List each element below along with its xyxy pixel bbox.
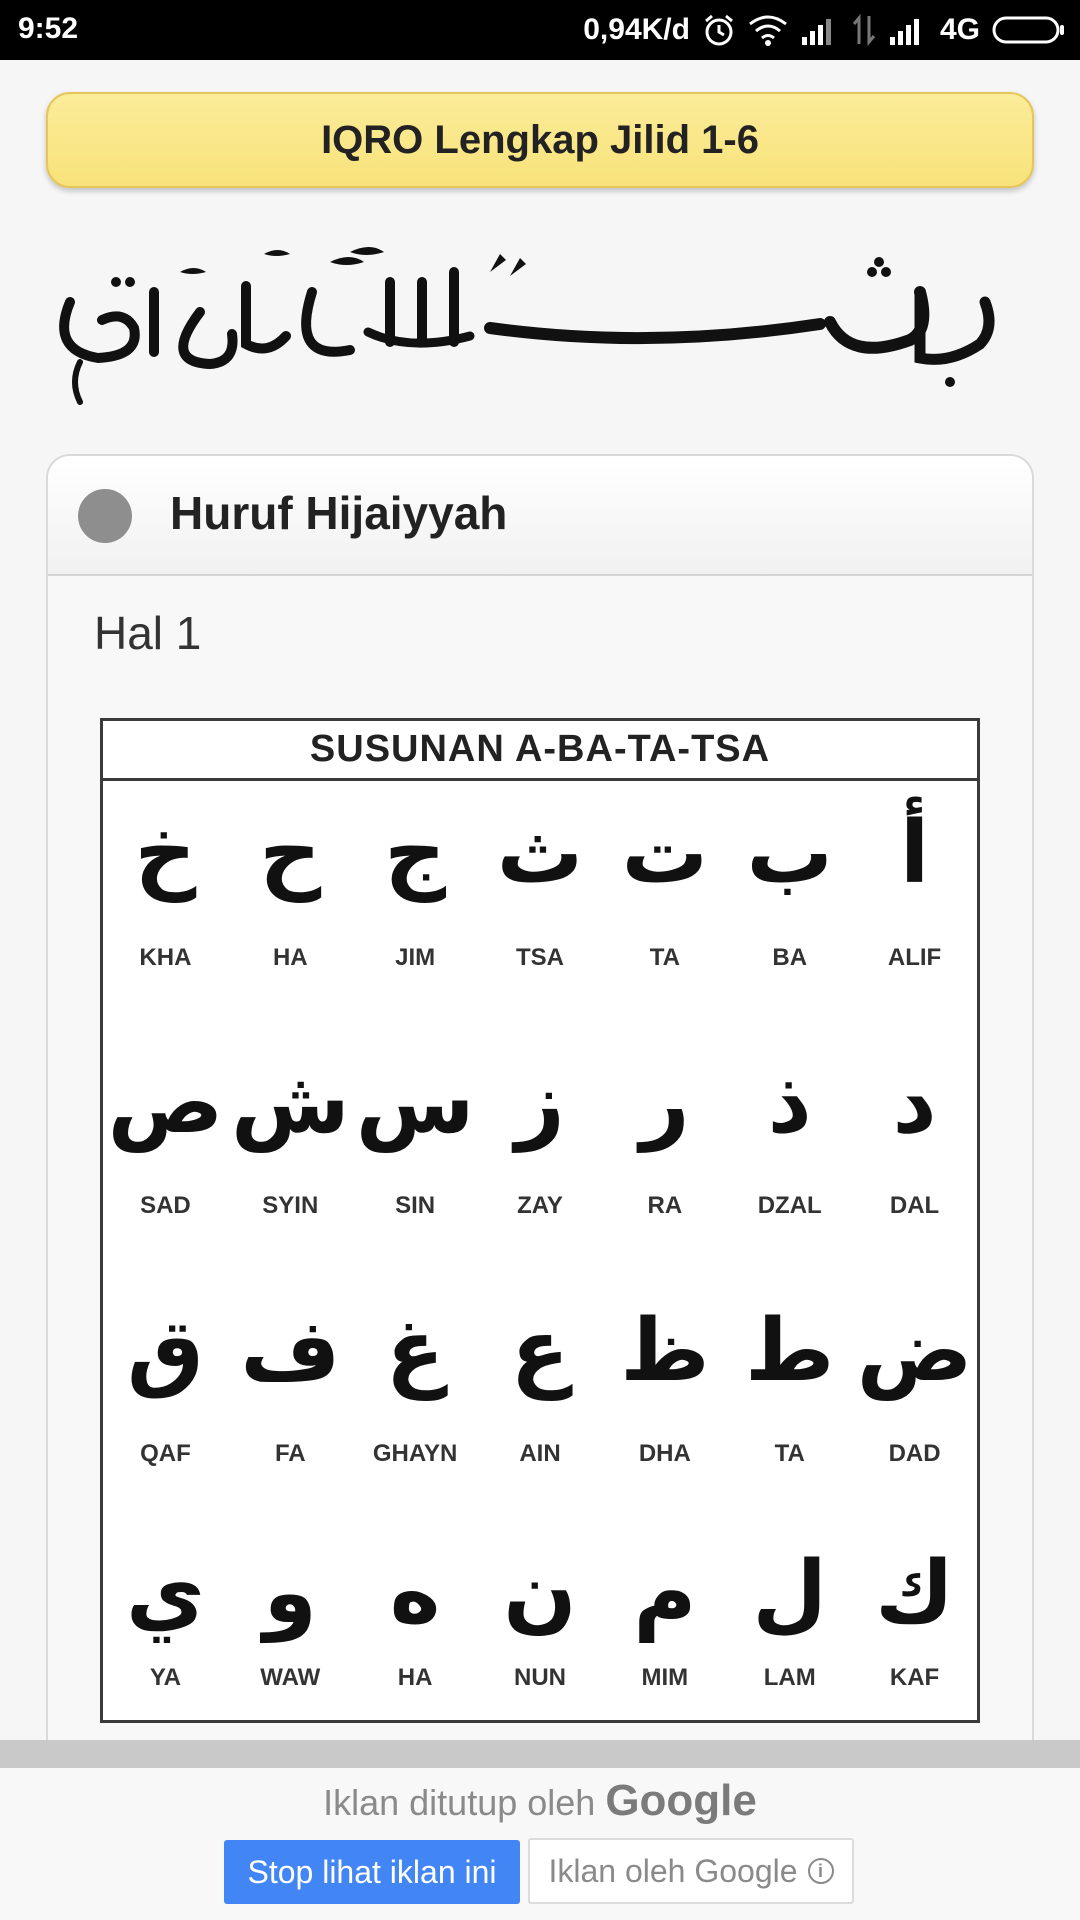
letter-name: KHA: [139, 944, 192, 971]
letter-name: RA: [647, 1192, 683, 1219]
letter-cell: [103, 1290, 228, 1538]
letter-cell: [478, 1042, 603, 1290]
letter-name: SAD: [140, 1192, 191, 1219]
letter-cell: [228, 1290, 353, 1538]
arabic-letter: ك: [875, 1543, 954, 1643]
ads-by-google-label: Iklan oleh Google: [548, 1852, 798, 1889]
arabic-letter: ض: [856, 1301, 973, 1401]
section-card: [46, 454, 1034, 1920]
page-label: Hal 1: [94, 607, 202, 659]
arabic-letter: ل: [752, 1543, 828, 1643]
ad-closed-banner: [0, 1740, 1080, 1920]
letter-name: MIM: [641, 1664, 689, 1691]
letter-cell: [103, 784, 228, 1042]
letter-name: LAM: [763, 1664, 816, 1691]
arabic-letter: ب: [746, 803, 833, 903]
letter-name: KAF: [889, 1664, 940, 1691]
chart-title: SUSUNAN A-BA-TA-TSA: [103, 721, 977, 781]
ads-by-google-button[interactable]: [528, 1838, 854, 1904]
signal-icon: [888, 15, 928, 45]
clock: 9:52: [18, 12, 79, 45]
letter-cell: [852, 784, 977, 1042]
arabic-letter: ن: [503, 1543, 577, 1643]
arabic-letter: أ: [899, 803, 930, 903]
letter-name: NUN: [513, 1664, 566, 1691]
arabic-letter: ذ: [767, 1053, 812, 1153]
section-title: Huruf Hijaiyyah: [170, 487, 508, 539]
arabic-letter: ت: [621, 803, 709, 903]
letter-name: JIM: [395, 944, 436, 971]
letter-cell: [852, 1042, 977, 1290]
letter-cell: [103, 1042, 228, 1290]
arabic-letter: م: [633, 1543, 697, 1643]
letter-name: DAL: [889, 1192, 940, 1219]
arabic-letter: ط: [745, 1301, 835, 1401]
letter-cell: [602, 1538, 727, 1724]
letter-name: DHA: [638, 1440, 691, 1467]
arabic-letter: ز: [515, 1053, 565, 1153]
letter-name: FA: [274, 1440, 306, 1467]
letter-name: GHAYN: [372, 1440, 458, 1467]
letter-grid: [103, 784, 977, 1720]
letter-name: TA: [774, 1440, 805, 1467]
letter-cell: [353, 1290, 478, 1538]
letter-cell: [478, 784, 603, 1042]
alarm-icon: [702, 13, 736, 47]
app-title-bar: [46, 92, 1034, 188]
status-icons: [583, 10, 1066, 50]
letter-cell: [478, 1290, 603, 1538]
letter-cell: [228, 1042, 353, 1290]
arabic-letter: ث: [496, 803, 584, 903]
letter-cell: [727, 784, 852, 1042]
stop-seeing-ad-button[interactable]: Stop lihat iklan ini: [224, 1840, 520, 1904]
letter-name: HA: [397, 1664, 433, 1691]
letter-name: ZAY: [517, 1192, 563, 1219]
letter-cell: [478, 1538, 603, 1724]
data-arrows-icon: [852, 14, 876, 46]
battery-icon: [992, 15, 1066, 45]
letter-cell: [602, 784, 727, 1042]
wifi-icon: [748, 14, 788, 46]
letter-cell: [353, 1042, 478, 1290]
letter-cell: [353, 784, 478, 1042]
arabic-letter: ش: [230, 1053, 350, 1153]
arabic-letter: خ: [134, 803, 197, 903]
arabic-letter: ع: [510, 1301, 570, 1401]
network-type: 4G: [939, 13, 980, 46]
arabic-letter: ظ: [620, 1301, 710, 1401]
letter-name: WAW: [260, 1664, 321, 1691]
letter-name: QAF: [140, 1440, 191, 1467]
ad-closed-label: Iklan ditutup oleh: [323, 1782, 596, 1823]
arabic-letter: ه: [389, 1543, 441, 1643]
letter-name: TA: [649, 944, 680, 971]
arabic-letter: ر: [640, 1053, 690, 1153]
letter-cell: [228, 1538, 353, 1724]
arabic-letter: ق: [126, 1301, 204, 1401]
bullet-icon: [78, 489, 132, 543]
arabic-letter: غ: [385, 1301, 445, 1401]
letter-name: BA: [772, 944, 808, 971]
letter-name: HA: [272, 944, 308, 971]
letter-name: YA: [149, 1664, 181, 1691]
status-bar: [0, 0, 1080, 60]
arabic-letter: ف: [240, 1301, 341, 1401]
ad-closed-text: [0, 1776, 1080, 1826]
bismillah-calligraphy: [50, 232, 1030, 436]
info-icon: i: [808, 1858, 834, 1884]
letter-cell: [228, 784, 353, 1042]
letter-cell: [727, 1290, 852, 1538]
arabic-letter: ج: [384, 803, 447, 903]
letter-cell: [852, 1538, 977, 1724]
arabic-letter: ح: [259, 803, 322, 903]
letter-cell: [727, 1042, 852, 1290]
arabic-letter: س: [355, 1053, 475, 1153]
arabic-letter: ص: [107, 1053, 224, 1153]
arabic-letter: ي: [126, 1543, 205, 1643]
app-title: IQRO Lengkap Jilid 1-6: [321, 117, 759, 162]
letter-cell: [852, 1290, 977, 1538]
arabic-letter: د: [892, 1053, 937, 1153]
letter-cell: [602, 1290, 727, 1538]
net-speed: 0,94K/d: [583, 13, 690, 46]
letter-name: SYIN: [262, 1192, 319, 1219]
letter-name: SIN: [395, 1192, 436, 1219]
section-header[interactable]: [48, 456, 1032, 576]
hijaiyyah-chart: [100, 718, 980, 1723]
google-logo: Google: [605, 1776, 757, 1825]
letter-name: DZAL: [757, 1192, 822, 1219]
signal-icon: [800, 15, 840, 45]
arabic-letter: و: [263, 1543, 317, 1643]
letter-name: ALIF: [887, 944, 942, 971]
letter-cell: [353, 1538, 478, 1724]
letter-name: TSA: [515, 944, 564, 971]
letter-cell: [103, 1538, 228, 1724]
letter-name: DAD: [888, 1440, 941, 1467]
letter-cell: [727, 1538, 852, 1724]
letter-name: AIN: [519, 1440, 561, 1467]
letter-cell: [602, 1042, 727, 1290]
